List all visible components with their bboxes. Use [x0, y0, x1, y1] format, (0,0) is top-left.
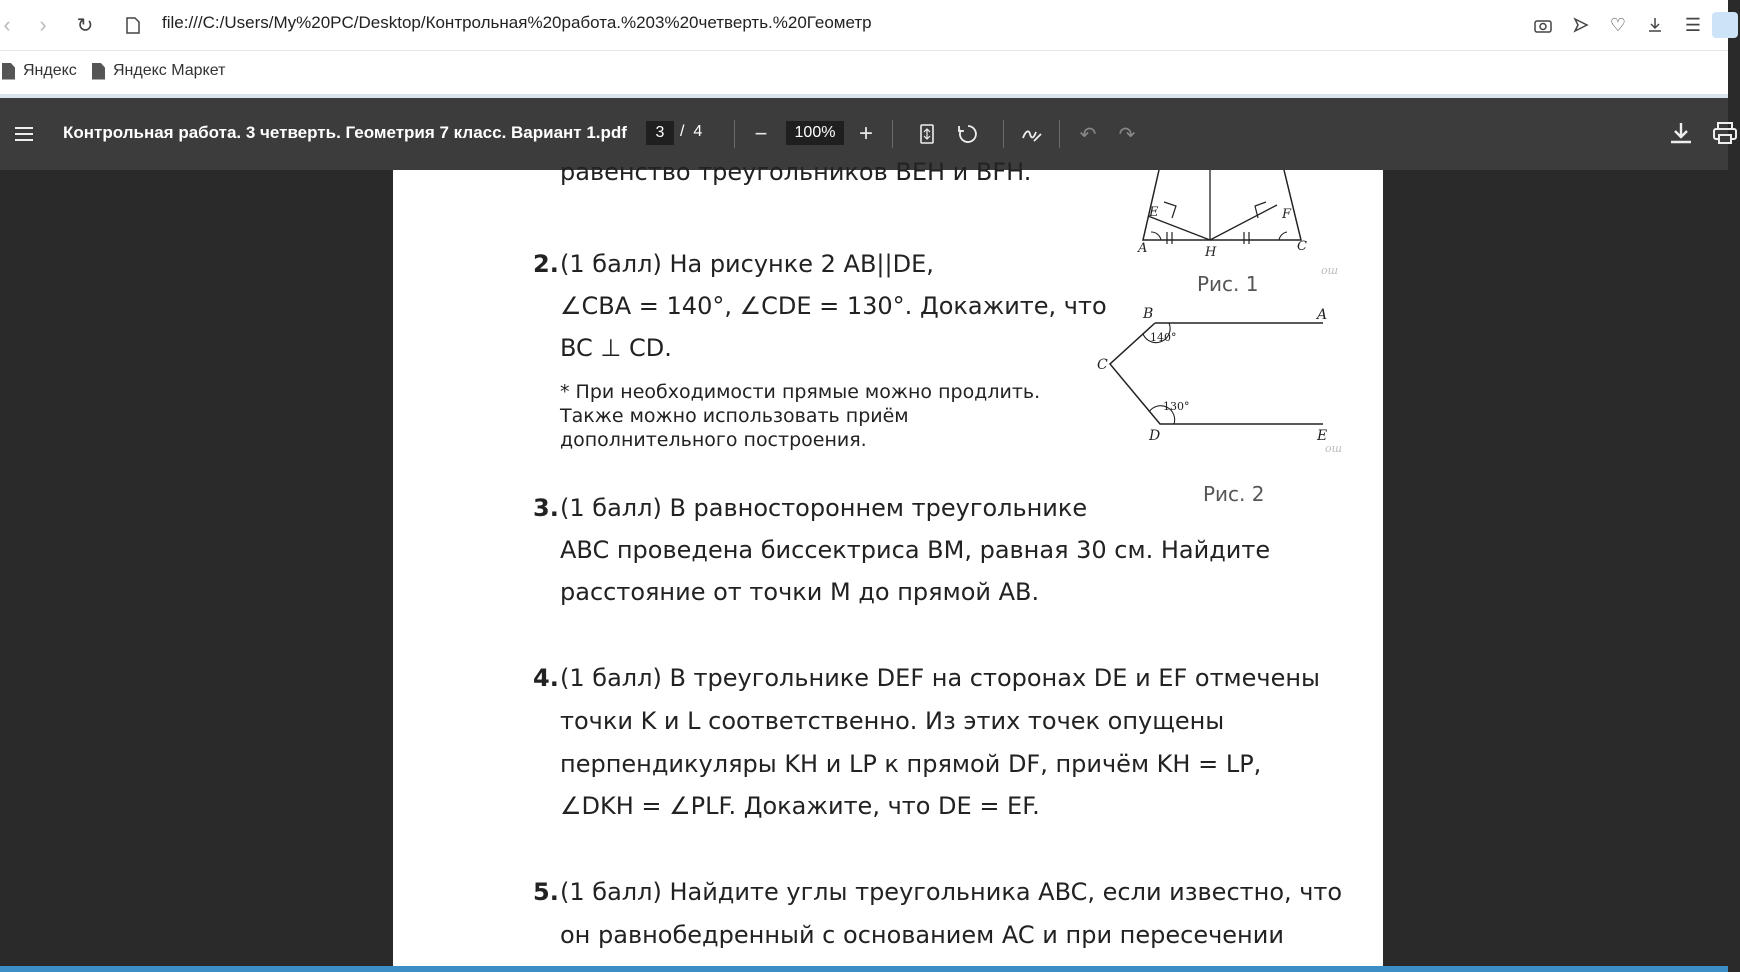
fig2-angle-b: 140° [1150, 331, 1177, 344]
redo-icon[interactable]: ↷ [1118, 123, 1136, 146]
task-4-line-3: перпендикуляры KH и LP к прямой DF, причём KH = LP, [560, 750, 1262, 778]
download-icon[interactable] [1642, 12, 1668, 38]
save-icon[interactable] [1666, 118, 1696, 148]
task-3-line-2: ABC проведена биссектриса BM, равная 30 см. Найдите [560, 536, 1271, 564]
share-icon[interactable] [1568, 12, 1594, 38]
rotate-icon[interactable] [954, 120, 982, 148]
figure-1 [1093, 170, 1353, 277]
document-icon [2, 63, 15, 80]
fig2-watermark: ош [1325, 442, 1343, 455]
figure-2-caption: Рис. 2 [1203, 482, 1265, 506]
fig2-angle-d: 130° [1163, 400, 1190, 413]
page-input[interactable]: 3 [646, 121, 674, 145]
fig1-label-a: A [1138, 241, 1148, 256]
task-4-line-4: ∠DKH = ∠PLF. Докажите, что DE = EF. [560, 792, 1040, 820]
task-3-line-1: (1 балл) В равностороннем треугольнике [560, 494, 1088, 522]
fit-page-icon[interactable] [914, 120, 940, 148]
task-2-note: * При необходимости прямые можно продлить. Также можно использовать приём дополнительного построения. [560, 381, 1041, 451]
pdf-title: Контрольная работа. 3 четверть. Геометрия 7 класс. Вариант 1.pdf [63, 123, 627, 142]
reload-icon[interactable]: ↻ [76, 14, 94, 37]
zoom-input[interactable]: 100% [786, 121, 844, 145]
address-row [0, 0, 1728, 51]
bookmark-yandex[interactable]: Яндекс [2, 62, 77, 80]
fig2-label-c: C [1097, 357, 1108, 373]
divider [1003, 120, 1004, 148]
bookmark-yandex-market[interactable]: Яндекс Маркет [92, 62, 225, 80]
forward-icon[interactable]: › [39, 12, 47, 37]
task-2-line-2: ∠CBA = 140°, ∠CDE = 130°. Докажите, что [560, 292, 1107, 320]
page-count: / 4 [680, 123, 703, 140]
url-bar[interactable]: file:///C:/Users/My%20PC/Desktop/Контрольная%20работа.%203%20четверть.%20Геометр [162, 13, 872, 32]
page-icon [120, 12, 146, 38]
figure-1-caption: Рис. 1 [1197, 272, 1259, 296]
fig1-watermark: ош [1321, 264, 1339, 277]
divider [734, 120, 735, 148]
print-icon[interactable] [1710, 118, 1740, 148]
draw-icon[interactable] [1018, 120, 1046, 148]
fig1-label-f: F [1282, 207, 1292, 222]
zoom-in-icon[interactable]: + [858, 120, 873, 147]
task-2-number: 2. [533, 250, 559, 278]
bookmarks-bar [0, 52, 1728, 92]
browser-chrome [0, 0, 1728, 100]
divider [1059, 120, 1060, 148]
task-1-tail: равенство треугольников BEH и BFH. [560, 158, 1032, 186]
task-4-number: 4. [533, 664, 559, 692]
fig2-label-a: A [1317, 307, 1328, 323]
document-viewer[interactable] [0, 158, 1728, 968]
task-4-line-1: (1 балл) В треугольнике DEF на сторонах DE и EF отмечены [560, 664, 1321, 692]
task-2-line-1: (1 балл) На рисунке 2 AB||DE, [560, 250, 934, 278]
fig2-label-d: D [1149, 428, 1161, 444]
task-4-line-2: точки K и L соответственно. Из этих точек опущены [560, 707, 1225, 735]
fig2-label-e: E [1317, 428, 1328, 444]
task-5-number: 5. [533, 878, 559, 906]
heart-icon[interactable]: ♡ [1609, 14, 1627, 35]
camera-icon[interactable] [1530, 12, 1556, 38]
fig1-label-e: E [1149, 205, 1159, 220]
fig2-label-b: B [1143, 306, 1154, 322]
task-2-line-3: BC ⊥ CD. [560, 334, 672, 362]
zoom-out-icon[interactable]: − [754, 121, 768, 146]
menu-icon[interactable] [10, 120, 38, 148]
fig1-label-h: H [1205, 245, 1217, 260]
fig1-label-c: C [1297, 239, 1307, 254]
divider [892, 120, 893, 148]
task-3-line-3: расстояние от точки M до прямой AB. [560, 578, 1040, 606]
task-5-line-1: (1 балл) Найдите углы треугольника ABC, если известно, что [560, 878, 1343, 906]
undo-icon[interactable]: ↶ [1079, 123, 1097, 146]
document-icon [92, 63, 105, 80]
taskbar-edge [0, 966, 1728, 972]
settings-icon[interactable]: ☰ [1684, 14, 1702, 35]
task-3-number: 3. [533, 494, 559, 522]
pdf-page [393, 158, 1383, 968]
figure-2 [1093, 306, 1353, 456]
task-5-line-2: он равнобедренный с основанием AC и при пересечении [560, 921, 1284, 949]
profile-icon[interactable] [1712, 12, 1738, 38]
back-icon[interactable]: ‹ [3, 12, 11, 37]
